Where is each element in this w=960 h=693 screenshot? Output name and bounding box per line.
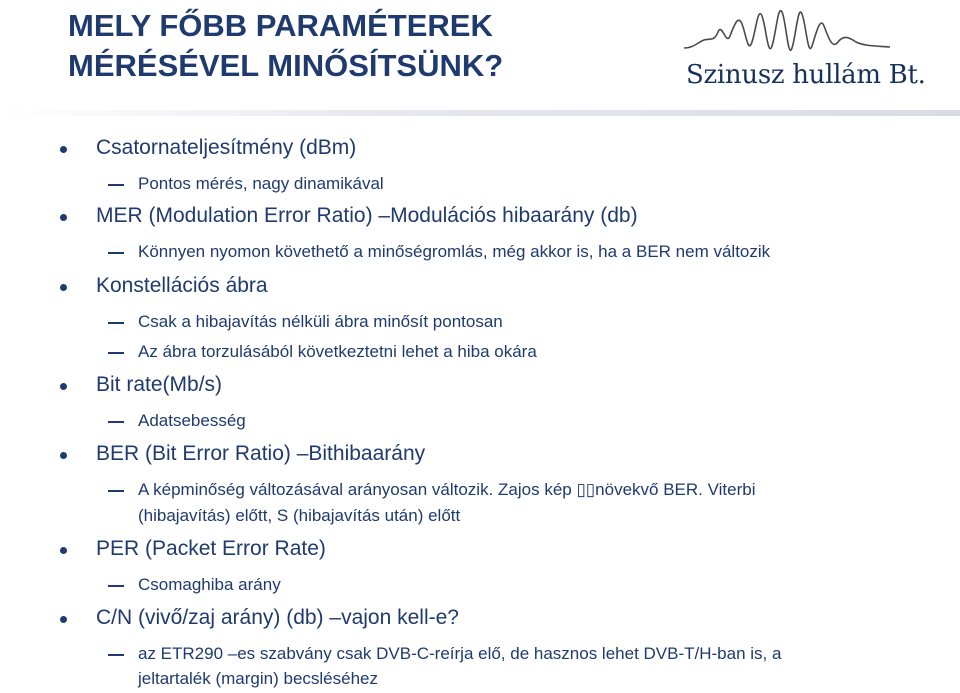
slide-title xyxy=(68,6,503,86)
sub-bullet-item xyxy=(138,641,781,667)
bullet-dot-icon xyxy=(60,383,67,390)
logo-text: Szinusz hullám Bt. xyxy=(686,60,926,90)
title-separator xyxy=(0,110,960,116)
bullet-item xyxy=(96,606,459,630)
sub-bullet-item xyxy=(138,171,384,197)
bullet-text: BER (Bit Error Ratio) –Bithibaarány xyxy=(96,442,426,465)
bullet-dot-icon xyxy=(60,284,67,291)
sub-bullet-item xyxy=(138,572,281,598)
dash-icon xyxy=(108,490,124,492)
title-line-2: MÉRÉSÉVEL MINŐSÍTSÜNK? xyxy=(68,48,504,83)
sub-bullet-item xyxy=(138,309,503,335)
dash-icon xyxy=(108,322,124,324)
bullet-dot-icon xyxy=(60,214,67,221)
sub-bullet-text: Az ábra torzulásából következtetni lehet a hiba okára xyxy=(138,342,537,361)
sub-bullet-text: Pontos mérés, nagy dinamikával xyxy=(138,174,384,193)
bullet-text: MER (Modulation Error Ratio) –Modulációs hibaarány (db) xyxy=(96,204,638,227)
sub-bullet-item xyxy=(138,408,246,434)
bullet-item xyxy=(96,442,425,466)
bullet-item xyxy=(96,204,638,228)
dash-icon xyxy=(108,421,124,423)
bullet-dot-icon xyxy=(60,616,67,623)
bullet-text: Konstellációs ábra xyxy=(96,274,268,297)
bullet-item xyxy=(96,274,268,298)
sub-bullet-item xyxy=(138,477,756,503)
title-line-1: MELY FŐBB PARAMÉTEREK xyxy=(68,8,493,43)
sub-bullet-text: (hibajavítás) előtt, S (hibajavítás után) előtt xyxy=(138,506,461,525)
dash-icon xyxy=(108,654,124,656)
dash-icon xyxy=(108,252,124,254)
bullet-item xyxy=(96,537,326,561)
sub-bullet-continuation xyxy=(138,666,378,692)
company-logo xyxy=(680,2,926,98)
bullet-text: Csatornateljesítmény (dBm) xyxy=(96,136,357,159)
bullet-item xyxy=(96,373,222,397)
bullet-dot-icon xyxy=(60,452,67,459)
dash-icon xyxy=(108,352,124,354)
sub-bullet-text: Csak a hibajavítás nélküli ábra minősít pontosan xyxy=(138,312,503,331)
sub-bullet-text: Csomaghiba arány xyxy=(138,575,281,594)
sub-bullet-text: az ETR290 –es szabvány csak DVB-C-reírja elő, de hasznos lehet DVB-T/H-ban is, a xyxy=(138,644,782,663)
bullet-text: C/N (vivő/zaj arány) (db) –vajon kell-e? xyxy=(96,606,459,629)
sub-bullet-text: Adatsebesség xyxy=(138,411,246,430)
sub-bullet-text: Könnyen nyomon követhető a minőségromlás, még akkor is, ha a BER nem változik xyxy=(138,242,771,261)
bullet-dot-icon xyxy=(60,146,67,153)
sub-bullet-text: A képminőség változásával arányosan változik. Zajos kép ▯▯növekvő BER. Viterbi xyxy=(138,480,756,499)
dash-icon xyxy=(108,585,124,587)
sine-wave-icon xyxy=(680,2,920,64)
bullet-dot-icon xyxy=(60,547,67,554)
bullet-text: Bit rate(Mb/s) xyxy=(96,373,223,396)
bullet-text: PER (Packet Error Rate) xyxy=(96,537,326,560)
sub-bullet-text: jeltartalék (margin) becsléséhez xyxy=(138,669,378,688)
sub-bullet-item xyxy=(138,339,537,365)
bullet-item xyxy=(96,136,356,160)
sub-bullet-continuation xyxy=(138,503,460,529)
sub-bullet-item xyxy=(138,239,770,265)
dash-icon xyxy=(108,184,124,186)
